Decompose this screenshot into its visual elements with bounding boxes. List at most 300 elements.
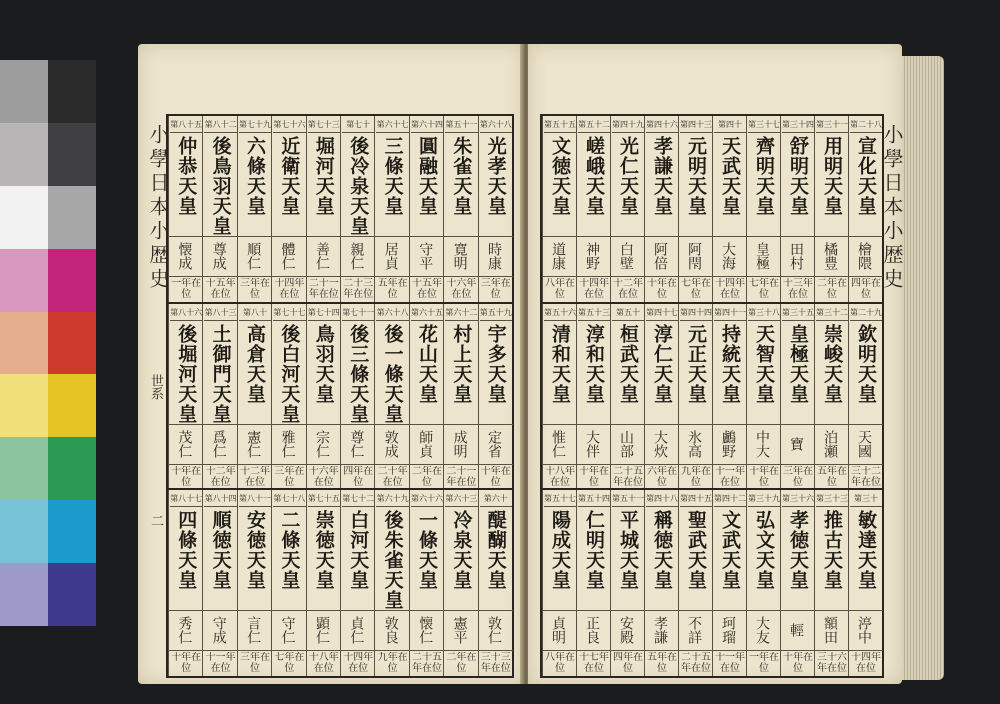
emperor-entry (780, 490, 815, 676)
given-name: 氷高 (679, 424, 713, 463)
given-name: 爲仁 (203, 424, 237, 463)
given-name: 額田 (815, 610, 849, 649)
emperor-entry (271, 490, 306, 676)
ordinal-label: 第三十九 (748, 492, 780, 507)
color-swatch (0, 123, 48, 186)
emperor-name: 淳和天皇 (583, 324, 605, 404)
reign-length: 二十年在位 (375, 464, 409, 489)
color-swatch (48, 186, 96, 249)
color-swatch (0, 186, 48, 249)
emperor-name: 稱徳天皇 (651, 510, 673, 590)
emperor-entry (576, 304, 611, 490)
reign-length: 四年在位 (613, 652, 643, 674)
emperor-name: 後朱雀天皇 (381, 510, 404, 610)
reign-length: 五年在位 (817, 466, 847, 488)
color-swatch (0, 500, 48, 563)
given-name: 不詳 (679, 610, 713, 649)
given-name: 成明 (444, 424, 478, 463)
ordinal-label: 第五十一 (445, 118, 477, 133)
reign-length: 十年在位 (169, 464, 203, 489)
emperor-name: 後堀河天皇 (175, 324, 198, 424)
reign-length: 十年在位 (749, 466, 779, 488)
reign-length: 四年在位 (851, 278, 881, 300)
emperor-entry (542, 490, 577, 676)
reign-length: 二十一年在位 (444, 464, 478, 489)
emperor-entry (306, 490, 341, 676)
ordinal-label: 第八十六 (170, 306, 202, 321)
given-name: 憲仁 (238, 424, 272, 463)
emperor-entry (814, 116, 849, 302)
given-name: 顕仁 (307, 610, 341, 649)
emperor-name: 圓融天皇 (415, 136, 438, 216)
color-swatch (48, 500, 96, 563)
emperor-entry (780, 304, 815, 490)
ordinal-label: 第七十三 (308, 118, 340, 133)
emperor-name: 元明天皇 (685, 136, 707, 216)
reign-length: 三十六年在位 (817, 652, 847, 674)
reign-length: 二年在位 (444, 650, 478, 675)
given-name: 輕 (781, 610, 815, 649)
ordinal-label: 第七十六 (273, 118, 305, 133)
given-name: 孝謙 (645, 610, 679, 649)
emperor-entry (712, 490, 747, 676)
ordinal-label: 第五十九 (480, 306, 512, 321)
given-name: 阿閇 (679, 236, 713, 275)
emperor-entry (168, 116, 203, 302)
color-swatch (48, 312, 96, 375)
table-band (168, 116, 512, 302)
emperor-entry (746, 304, 781, 490)
given-name: 憲平 (444, 610, 478, 649)
ordinal-label: 第四十九 (612, 118, 644, 133)
emperor-name: 嵯峨天皇 (583, 136, 605, 216)
emperor-name: 欽明天皇 (855, 324, 877, 404)
emperor-name: 持統天皇 (719, 324, 741, 404)
emperor-entry (409, 304, 444, 490)
given-name: 寛明 (444, 236, 478, 275)
given-name: 敦仁 (479, 610, 513, 649)
ordinal-label: 第六十八 (376, 306, 408, 321)
reign-length: 十五年在位 (203, 276, 237, 301)
emperor-entry (610, 490, 645, 676)
given-name: 順仁 (238, 236, 272, 275)
emperor-name: 土御門天皇 (209, 324, 232, 424)
emperor-entry (409, 490, 444, 676)
color-swatch (48, 563, 96, 626)
ordinal-label: 第八十三 (204, 306, 236, 321)
emperor-entry (237, 490, 272, 676)
reign-length: 十四年在位 (851, 652, 881, 674)
ordinal-label: 第三十七 (748, 118, 780, 133)
emperor-entry (576, 490, 611, 676)
ordinal-label: 第四十三 (680, 118, 712, 133)
ordinal-label: 第六十五 (411, 306, 443, 321)
reign-length: 七年在位 (749, 278, 779, 300)
emperor-entry (202, 490, 237, 676)
emperor-name: 陽成天皇 (549, 510, 571, 590)
emperor-entry (712, 116, 747, 302)
ordinal-label: 第五十七 (544, 492, 576, 507)
emperor-entry (542, 116, 577, 302)
given-name: 尊仁 (341, 424, 375, 463)
ordinal-label: 第五十四 (578, 492, 610, 507)
given-name: 善仁 (307, 236, 341, 275)
reign-length: 七年在位 (272, 650, 306, 675)
emperor-name: 朱雀天皇 (450, 136, 473, 216)
emperor-entry (374, 490, 409, 676)
reign-length: 六年在位 (647, 466, 677, 488)
given-name: 田村 (781, 236, 815, 275)
left-page (138, 44, 524, 684)
emperor-entry (409, 116, 444, 302)
ordinal-label: 第四十六 (646, 118, 678, 133)
emperor-name: 淳仁天皇 (651, 324, 673, 404)
color-swatch (0, 563, 48, 626)
section-label: 世系 (148, 374, 163, 400)
ordinal-label: 第八十 (239, 306, 271, 321)
given-name: 親仁 (341, 236, 375, 275)
reign-length: 十二年在位 (613, 278, 643, 300)
given-name: 阿倍 (645, 236, 679, 275)
reign-length: 十四年在位 (579, 278, 609, 300)
reign-length: 九年在位 (375, 650, 409, 675)
given-name: 檜隈 (849, 236, 883, 275)
given-name: 神野 (577, 236, 611, 275)
ordinal-label: 第六十七 (376, 118, 408, 133)
color-swatch (0, 374, 48, 437)
emperor-name: 弘文天皇 (753, 510, 775, 590)
emperor-entry (780, 116, 815, 302)
ordinal-label: 第七十八 (273, 492, 305, 507)
emperor-entry (848, 304, 883, 490)
ordinal-label: 第三十五 (782, 306, 814, 321)
given-name: 敦良 (375, 610, 409, 649)
table-band (168, 302, 512, 490)
given-name: 懐成 (169, 236, 203, 275)
ordinal-label: 第八十一 (239, 492, 271, 507)
ordinal-label: 第七十七 (273, 306, 305, 321)
ordinal-label: 第七十五 (308, 492, 340, 507)
given-name: 言仁 (238, 610, 272, 649)
reign-length: 三十二年在位 (851, 466, 881, 488)
emperor-entry (478, 304, 513, 490)
emperor-name: 冷泉天皇 (450, 510, 473, 590)
right-table (540, 114, 884, 678)
emperor-name: 宇多天皇 (484, 324, 507, 404)
emperor-name: 天武天皇 (719, 136, 741, 216)
given-name: 大海 (713, 236, 747, 275)
color-checker (0, 60, 96, 626)
emperor-entry (848, 116, 883, 302)
emperor-entry (271, 116, 306, 302)
given-name: 正良 (577, 610, 611, 649)
emperor-entry (848, 490, 883, 676)
given-name: 鸕野 (713, 424, 747, 463)
given-name: 尊成 (203, 236, 237, 275)
given-name: 大炊 (645, 424, 679, 463)
emperor-name: 順徳天皇 (209, 510, 232, 590)
color-swatch (48, 249, 96, 312)
given-name: 守平 (410, 236, 444, 275)
ordinal-label: 第三十六 (782, 492, 814, 507)
emperor-name: 敏達天皇 (855, 510, 877, 590)
given-name: 橘豊 (815, 236, 849, 275)
emperor-name: 清和天皇 (549, 324, 571, 404)
color-swatch (0, 437, 48, 500)
emperor-entry (374, 304, 409, 490)
emperor-entry (443, 116, 478, 302)
emperor-entry (340, 304, 375, 490)
emperor-name: 用明天皇 (821, 136, 843, 216)
left-margin-title: 小學日本小歴史 (146, 124, 170, 292)
ordinal-label: 第七十一 (342, 306, 374, 321)
given-name: 定省 (479, 424, 513, 463)
ordinal-label: 第五十五 (544, 118, 576, 133)
ordinal-label: 第八十五 (170, 118, 202, 133)
emperor-entry (644, 116, 679, 302)
given-name: 泊瀬 (815, 424, 849, 463)
given-name: 道康 (543, 236, 577, 275)
ordinal-label: 第二十九 (850, 306, 882, 321)
emperor-entry (610, 304, 645, 490)
emperor-name: 白河天皇 (347, 510, 370, 590)
emperor-entry (306, 304, 341, 490)
reign-length: 十年在位 (783, 652, 813, 674)
emperor-name: 鳥羽天皇 (312, 324, 335, 404)
color-swatch (48, 60, 96, 123)
ordinal-label: 第五十一 (612, 492, 644, 507)
ordinal-label: 第四十八 (646, 492, 678, 507)
emperor-name: 平城天皇 (617, 510, 639, 590)
given-name: 山部 (611, 424, 645, 463)
reign-length: 三年在位 (238, 276, 272, 301)
given-name: 秀仁 (169, 610, 203, 649)
ordinal-label: 第六十六 (411, 492, 443, 507)
right-page (528, 44, 902, 684)
emperor-name: 二條天皇 (278, 510, 301, 590)
given-name: 時康 (479, 236, 513, 275)
emperor-entry (237, 116, 272, 302)
emperor-name: 文武天皇 (719, 510, 741, 590)
open-book (138, 36, 944, 696)
emperor-name: 安徳天皇 (243, 510, 266, 590)
emperor-name: 天智天皇 (753, 324, 775, 404)
color-swatch (48, 437, 96, 500)
given-name: 師貞 (410, 424, 444, 463)
given-name: 珂瑠 (713, 610, 747, 649)
reign-length: 三十三年在位 (479, 650, 513, 675)
emperor-name: 元正天皇 (685, 324, 707, 404)
reign-length: 五年在位 (375, 276, 409, 301)
reign-length: 十八年在位 (307, 650, 341, 675)
table-band (542, 116, 882, 302)
emperor-entry (712, 304, 747, 490)
ordinal-label: 第六十八 (480, 118, 512, 133)
reign-length: 十六年在位 (307, 464, 341, 489)
ordinal-label: 第三十二 (816, 306, 848, 321)
ordinal-label: 第六十三 (445, 492, 477, 507)
given-name: 貞明 (543, 610, 577, 649)
given-name: 天國 (849, 424, 883, 463)
emperor-name: 後冷泉天皇 (347, 136, 370, 236)
given-name: 守成 (203, 610, 237, 649)
given-name: 大伴 (577, 424, 611, 463)
ordinal-label: 第八十七 (170, 492, 202, 507)
emperor-name: 仁明天皇 (583, 510, 605, 590)
emperor-name: 堀河天皇 (312, 136, 335, 216)
emperor-entry (168, 304, 203, 490)
ordinal-label: 第五十三 (578, 306, 610, 321)
emperor-name: 三條天皇 (381, 136, 404, 216)
reign-length: 一年在位 (169, 276, 203, 301)
emperor-entry (202, 304, 237, 490)
given-name: 雅仁 (272, 424, 306, 463)
right-margin-title: 小學日本小歴史 (880, 124, 904, 292)
emperor-entry (746, 490, 781, 676)
given-name: 敦成 (375, 424, 409, 463)
ordinal-label: 第四十一 (714, 306, 746, 321)
emperor-entry (678, 490, 713, 676)
ordinal-label: 第八十四 (204, 492, 236, 507)
emperor-entry (678, 116, 713, 302)
reign-length: 十四年在位 (341, 650, 375, 675)
reign-length: 三年在位 (272, 464, 306, 489)
ordinal-label: 第四十五 (680, 492, 712, 507)
reign-length: 九年在位 (681, 466, 711, 488)
emperor-entry (478, 116, 513, 302)
ordinal-label: 第七十九 (239, 118, 271, 133)
emperor-name: 文徳天皇 (549, 136, 571, 216)
ordinal-label: 第三十四 (782, 118, 814, 133)
given-name: 中大 (747, 424, 781, 463)
emperor-entry (340, 116, 375, 302)
emperor-name: 光仁天皇 (617, 136, 639, 216)
ordinal-label: 第五十二 (578, 118, 610, 133)
reign-length: 十四年在位 (272, 276, 306, 301)
emperor-name: 齊明天皇 (753, 136, 775, 216)
emperor-name: 後鳥羽天皇 (209, 136, 232, 236)
table-band (542, 488, 882, 676)
given-name: 皇極 (747, 236, 781, 275)
ordinal-label: 第七十 (342, 118, 374, 133)
emperor-entry (374, 116, 409, 302)
reign-length: 十八年在位 (545, 466, 575, 488)
emperor-name: 後白河天皇 (278, 324, 301, 424)
emperor-name: 花山天皇 (415, 324, 438, 404)
ordinal-label: 第六十九 (376, 492, 408, 507)
page-edges (902, 56, 944, 680)
reign-length: 十五年在位 (410, 276, 444, 301)
given-name: 宗仁 (307, 424, 341, 463)
reign-length: 八年在位 (545, 652, 575, 674)
given-name: 白壁 (611, 236, 645, 275)
emperor-name: 四條天皇 (175, 510, 198, 590)
reign-length: 二十五年在位 (681, 652, 711, 674)
emperor-entry (678, 304, 713, 490)
ordinal-label: 第六十四 (411, 118, 443, 133)
given-name: 大友 (747, 610, 781, 649)
given-name: 體仁 (272, 236, 306, 275)
reign-length: 十一年在位 (203, 650, 237, 675)
emperor-name: 六條天皇 (243, 136, 266, 216)
table-band (542, 302, 882, 490)
reign-length: 二十一年在位 (307, 276, 341, 301)
color-swatch (0, 249, 48, 312)
reign-length: 二十五年在位 (410, 650, 444, 675)
emperor-name: 桓武天皇 (617, 324, 639, 404)
ordinal-label: 第二十八 (850, 118, 882, 133)
page-number: 二 (148, 514, 163, 527)
ordinal-label: 第六十二 (445, 306, 477, 321)
given-name: 貞仁 (341, 610, 375, 649)
emperor-name: 後一條天皇 (381, 324, 404, 424)
color-swatch (48, 123, 96, 186)
emperor-name: 醍醐天皇 (484, 510, 507, 590)
given-name: 寶 (781, 424, 815, 463)
emperor-name: 光孝天皇 (484, 136, 507, 216)
given-name: 渟中 (849, 610, 883, 649)
ordinal-label: 第三十三 (816, 492, 848, 507)
reign-length: 十年在位 (579, 466, 609, 488)
emperor-entry (746, 116, 781, 302)
ordinal-label: 第四十 (714, 118, 746, 133)
emperor-name: 一條天皇 (415, 510, 438, 590)
ordinal-label: 第七十四 (308, 306, 340, 321)
color-swatch (0, 312, 48, 375)
emperor-name: 推古天皇 (821, 510, 843, 590)
reign-length: 三年在位 (238, 650, 272, 675)
reign-length: 十年在位 (479, 464, 513, 489)
reign-length: 十四年在位 (715, 278, 745, 300)
emperor-entry (576, 116, 611, 302)
color-swatch (0, 60, 48, 123)
reign-length: 十一年在位 (715, 466, 745, 488)
given-name: 茂仁 (169, 424, 203, 463)
emperor-entry (814, 304, 849, 490)
ordinal-label: 第八十二 (204, 118, 236, 133)
emperor-entry (306, 116, 341, 302)
given-name: 守仁 (272, 610, 306, 649)
given-name: 惟仁 (543, 424, 577, 463)
emperor-name: 宣化天皇 (855, 136, 877, 216)
ordinal-label: 第七十二 (342, 492, 374, 507)
emperor-entry (168, 490, 203, 676)
reign-length: 十七年在位 (579, 652, 609, 674)
table-band (168, 488, 512, 676)
reign-length: 八年在位 (545, 278, 575, 300)
emperor-entry (340, 490, 375, 676)
reign-length: 十一年在位 (715, 652, 745, 674)
emperor-name: 崇徳天皇 (312, 510, 335, 590)
emperor-entry (237, 304, 272, 490)
given-name: 安殿 (611, 610, 645, 649)
emperor-name: 孝謙天皇 (651, 136, 673, 216)
ordinal-label: 第五十六 (544, 306, 576, 321)
reign-length: 十六年在位 (444, 276, 478, 301)
emperor-name: 聖武天皇 (685, 510, 707, 590)
reign-length: 一年在位 (749, 652, 779, 674)
ordinal-label: 第四十二 (714, 492, 746, 507)
ordinal-label: 第三十 (850, 492, 882, 507)
reign-length: 二十三年在位 (341, 276, 375, 301)
reign-length: 二十五年在位 (613, 466, 643, 488)
emperor-name: 崇峻天皇 (821, 324, 843, 404)
ordinal-label: 第六十 (480, 492, 512, 507)
reign-length: 二年在位 (817, 278, 847, 300)
reign-length: 十二年在位 (203, 464, 237, 489)
emperor-entry (202, 116, 237, 302)
left-table (166, 114, 514, 678)
